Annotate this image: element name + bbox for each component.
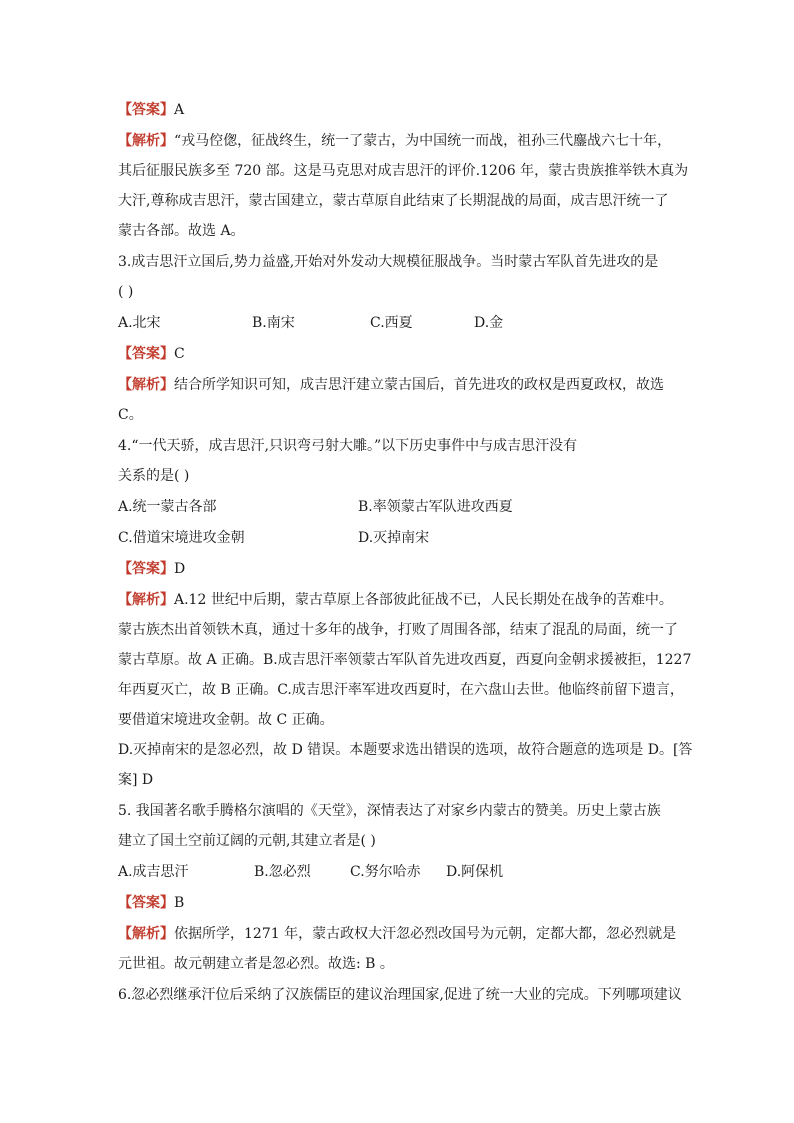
analysis-text: “戎马倥偬，征战终生，统一了蒙古，为中国统一而战，祖孙三代鏖战六七十年， xyxy=(174,133,672,149)
analysis-label: 【解析】 xyxy=(118,133,174,149)
document-page xyxy=(118,100,693,1005)
options-q3 xyxy=(118,313,680,333)
analysis-line xyxy=(118,375,680,395)
options-q5 xyxy=(118,862,680,882)
options-q4-row1 xyxy=(118,497,680,517)
option-a: A.统一蒙古各部 xyxy=(118,499,217,515)
analysis-line xyxy=(118,924,680,944)
answer-label: 【答案】 xyxy=(118,895,174,911)
analysis-label: 【解析】 xyxy=(118,592,174,608)
option-d: D.灭掉南宋 xyxy=(358,530,430,546)
question-text: 关系的是( ) xyxy=(118,468,190,484)
question-text: 4.“一代天骄，成吉思汗,只识弯弓射大雕。”以下历史事件中与成吉思汗没有 xyxy=(118,438,578,454)
answer-value: A xyxy=(174,102,185,118)
analysis-line: 蒙古各部。故选 A。 xyxy=(118,223,245,239)
analysis-line xyxy=(118,590,680,610)
analysis-line: 蒙古草原。故 A 正确。B.成吉思汗率领蒙古军队首先进攻西夏，西夏向金朝求援被拒，1227 xyxy=(118,652,692,668)
answer-line-q5 xyxy=(118,893,680,913)
analysis-line: 年西夏灭亡，故 B 正确。C.成吉思汗率军进攻西夏时，在六盘山去世。他临终前留下遗言， xyxy=(118,682,684,698)
analysis-line: 其后征服民族多至 720 部。这是马克思对成吉思汗的评价.1206 年，蒙古贵族推举铁木真为 xyxy=(118,163,689,179)
question-text: 5. 我国著名歌手腾格尔演唱的《天堂》，深情表达了对家乡内蒙古的赞美。历史上蒙古族 xyxy=(118,803,661,819)
option-c: C.西夏 xyxy=(370,315,413,331)
question-text: 3.成吉思汗立国后,势力益盛,开始对外发动大规模征服战争。当时蒙古军队首先进攻的是 xyxy=(118,254,659,270)
analysis-line: 案] D xyxy=(118,772,154,788)
analysis-text: A.12 世纪中后期，蒙古草原上各部彼此征战不已，人民长期处在战争的苦难中。 xyxy=(174,592,673,608)
analysis-block-q2 xyxy=(118,131,689,241)
analysis-label: 【解析】 xyxy=(118,926,174,942)
analysis-block-q3 xyxy=(118,375,680,425)
option-b: B.南宋 xyxy=(252,315,295,331)
analysis-line: C。 xyxy=(118,407,143,423)
analysis-line: 元世祖。故元朝建立者是忽必烈。故选: B 。 xyxy=(118,956,394,972)
options-q4-row2 xyxy=(118,528,680,548)
analysis-line: 大汗,尊称成吉思汗，蒙古国建立，蒙古草原自此结束了长期混战的局面，成吉思汗统一了 xyxy=(118,193,669,209)
option-d: D.金 xyxy=(474,315,504,331)
analysis-block-q4 xyxy=(118,590,693,790)
analysis-line: 蒙古族杰出首领铁木真，通过十多年的战争，打败了周围各部，结束了混乱的局面，统一了 xyxy=(118,622,678,638)
option-b: B.率领蒙古军队进攻西夏 xyxy=(358,499,513,515)
analysis-label: 【解析】 xyxy=(118,377,174,393)
answer-line-q4 xyxy=(118,559,680,579)
analysis-text: 结合所学知识可知，成吉思汗建立蒙古国后，首先进攻的政权是西夏政权，故选 xyxy=(174,377,664,393)
answer-label: 【答案】 xyxy=(118,102,174,118)
answer-label: 【答案】 xyxy=(118,561,174,577)
question-text: ( ) xyxy=(118,284,134,300)
analysis-line: D.灭掉南宋的是忽必烈，故 D 错误。本题要求选出错误的选项，故符合题意的选项是 D。[答 xyxy=(118,742,693,758)
answer-value: D xyxy=(174,561,186,577)
answer-label: 【答案】 xyxy=(118,346,174,362)
analysis-block-q5 xyxy=(118,924,680,974)
analysis-line: 要借道宋境进攻金朝。故 C 正确。 xyxy=(118,712,334,728)
analysis-text: 依据所学，1271 年，蒙古政权大汗忽必烈改国号为元朝，定都大都，忽必烈就是 xyxy=(174,926,677,942)
question-5 xyxy=(118,801,680,851)
question-3 xyxy=(118,252,680,302)
option-c: C.借道宋境进攻金朝 xyxy=(118,530,245,546)
question-6-text: 6.忽必烈继承汗位后采纳了汉族儒臣的建议治理国家,促进了统一大业的完成。下列哪项建议 xyxy=(118,987,682,1003)
answer-line-q2 xyxy=(118,100,680,120)
option-d: D.阿保机 xyxy=(446,864,504,880)
answer-value: B xyxy=(174,895,185,911)
analysis-line xyxy=(118,131,680,151)
option-c: C.努尔哈赤 xyxy=(350,864,421,880)
answer-line-q3 xyxy=(118,344,680,364)
option-a: A.北宋 xyxy=(118,315,161,331)
answer-value: C xyxy=(174,346,185,362)
question-4 xyxy=(118,436,680,486)
question-text: 建立了国土空前辽阔的元朝,其建立者是( ) xyxy=(118,833,376,849)
option-b: B.忽必烈 xyxy=(254,864,311,880)
option-a: A.成吉思汗 xyxy=(118,864,189,880)
